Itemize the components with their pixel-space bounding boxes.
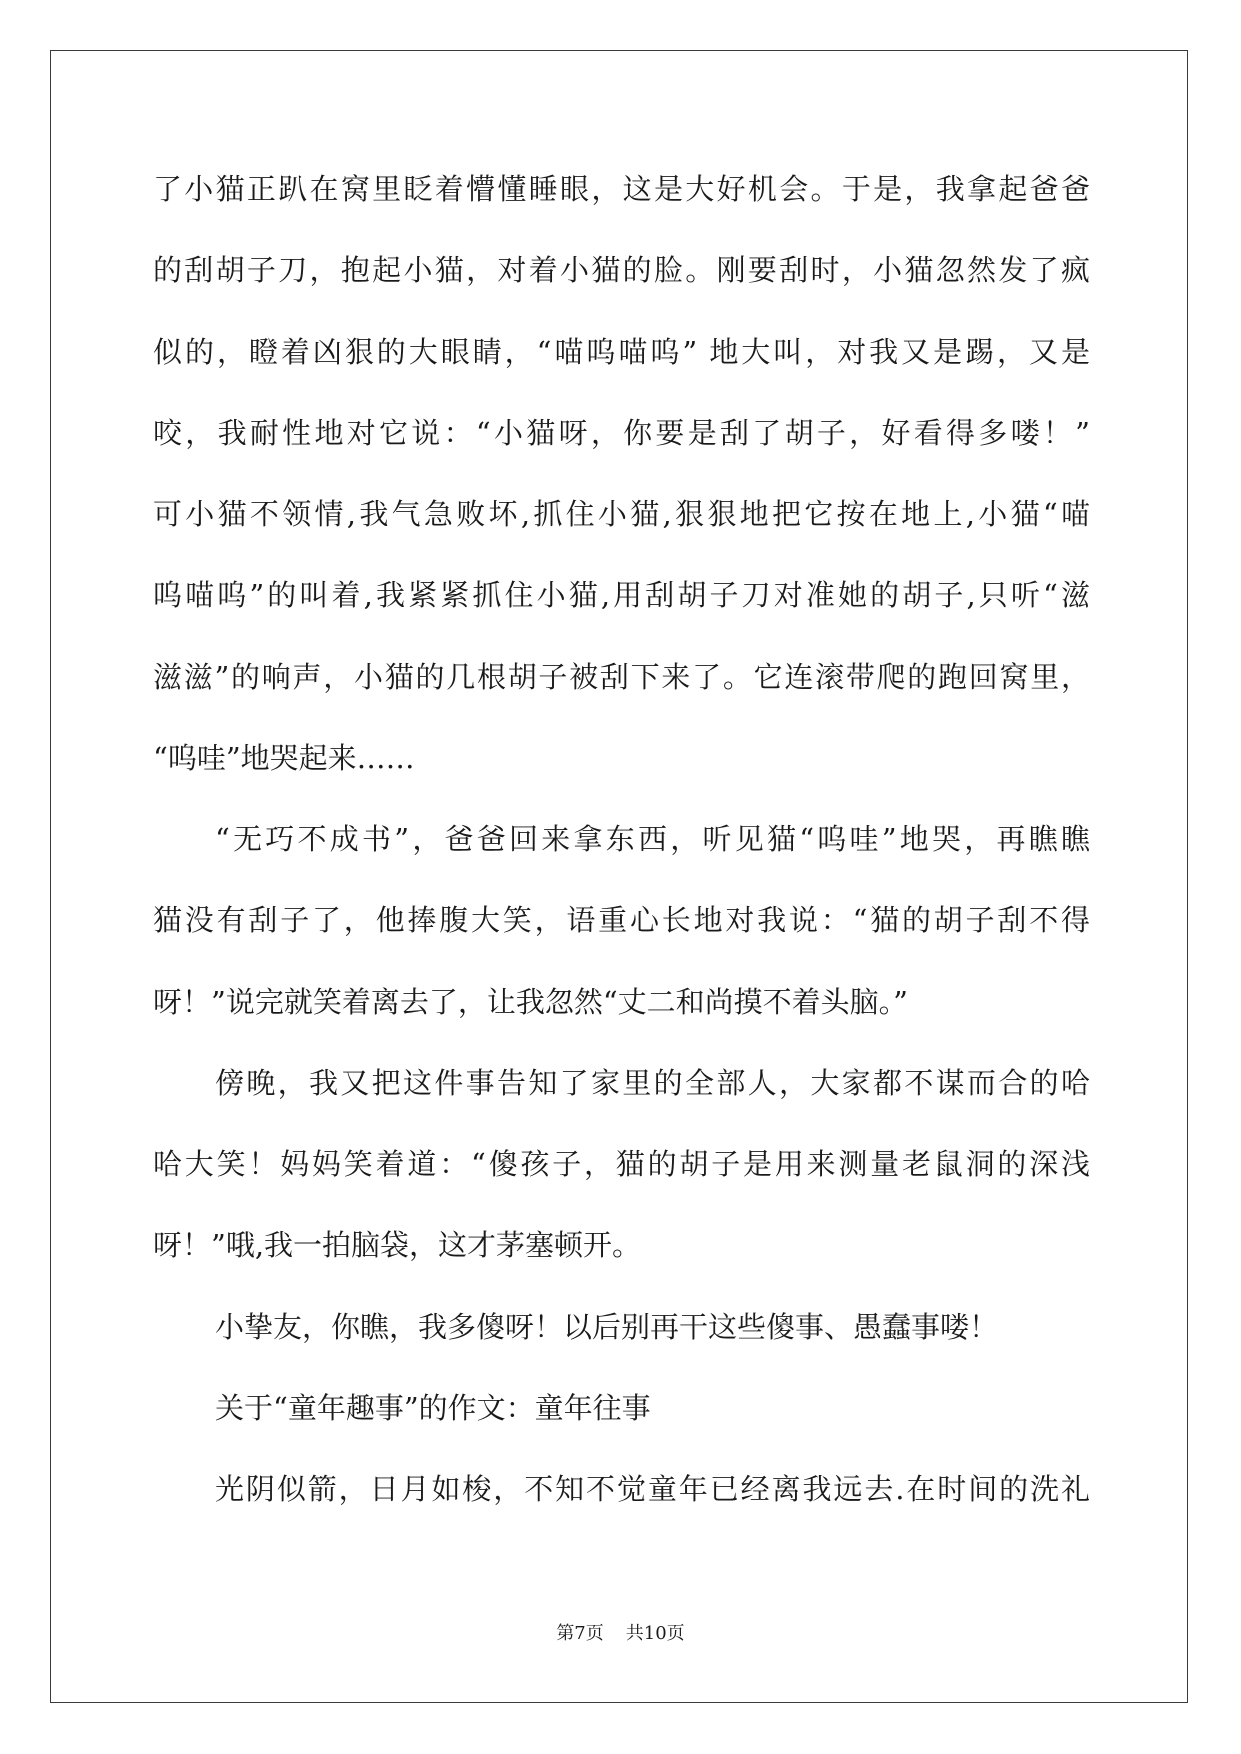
current-page-label: 第7页 — [556, 1623, 604, 1644]
section-heading: 关于“童年趣事”的作文：童年往事 — [215, 1390, 651, 1425]
text-line: 傍晚，我又把这件事告知了家里的全部人，大家都不谋而合的哈 — [215, 1065, 1090, 1100]
text-line: 滋滋”的响声，小猫的几根胡子被刮下来了。它连滚带爬的跑回窝里， — [153, 659, 1090, 694]
text-line: 咬，我耐性地对它说：“小猫呀，你要是刮了胡子，好看得多喽！” — [153, 415, 1090, 450]
total-pages-label: 共10页 — [625, 1623, 685, 1644]
text-line: 小挚友，你瞧，我多傻呀！以后别再干这些傻事、愚蠢事喽！ — [215, 1309, 999, 1344]
text-line: 似的，瞪着凶狠的大眼睛，“喵呜喵呜” 地大叫，对我又是踢，又是 — [153, 334, 1090, 369]
text-line: “无巧不成书”，爸爸回来拿东西，听见猫“呜哇”地哭，再瞧瞧 — [215, 822, 1090, 856]
text-line: 可小猫不领情,我气急败坏,抓住小猫,狠狠地把它按在地上,小猫“喵 — [153, 497, 1090, 531]
text-line: “呜哇”地哭起来…… — [153, 740, 415, 775]
text-line: 呀！”说完就笑着离去了，让我忽然“丈二和尚摸不着头脑。” — [153, 984, 908, 1019]
document-body — [153, 149, 1090, 1530]
text-line: 呀！”哦,我一拍脑袋，这才茅塞顿开。 — [153, 1228, 642, 1263]
text-line: 的刮胡子刀，抱起小猫，对着小猫的脸。刚要刮时，小猫忽然发了疯 — [153, 253, 1090, 288]
page-footer — [0, 1620, 1241, 1648]
text-line: 猫没有刮子了，他捧腹大笑，语重心长地对我说：“猫的胡子刮不得 — [153, 903, 1090, 938]
text-line: 了小猫正趴在窝里眨着懵懂睡眼，这是大好机会。于是，我拿起爸爸 — [153, 172, 1090, 206]
text-line: 哈大笑！妈妈笑着道：“傻孩子，猫的胡子是用来测量老鼠洞的深浅 — [153, 1147, 1090, 1181]
text-line: 光阴似箭，日月如梭，不知不觉童年已经离我远去.在时间的洗礼 — [215, 1472, 1090, 1506]
text-line: 呜喵呜”的叫着,我紧紧抓住小猫,用刮胡子刀对准她的胡子,只听“滋 — [153, 578, 1090, 613]
